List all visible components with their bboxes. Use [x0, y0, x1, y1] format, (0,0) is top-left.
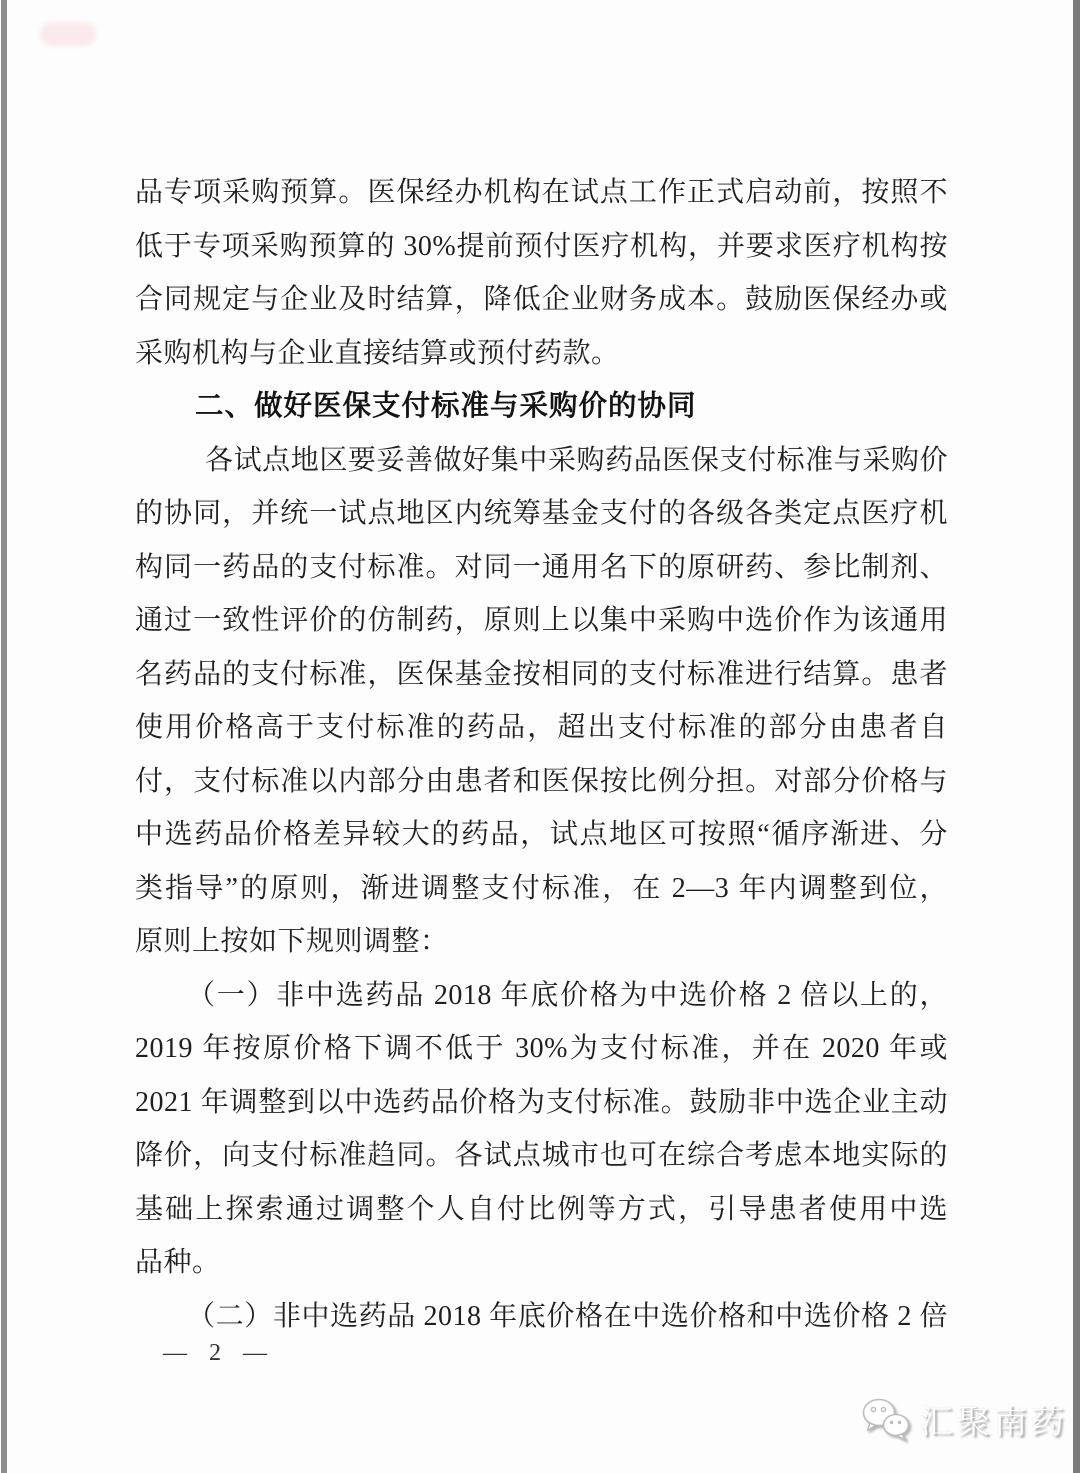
document-line: 品种。 [135, 1247, 221, 1278]
document-line: 基础上探索通过调整个人自付比例等方式，引导患者使用中选 [135, 1193, 948, 1225]
document-line: 品专项采购预算。医保经办机构在试点工作正式启动前，按照不 [135, 177, 948, 208]
document-line: 名药品的支付标准，医保基金按相同的支付标准进行结算。患者 [135, 658, 948, 690]
document-line: 降价，向支付标准趋同。各试点城市也可在综合考虑本地实际的 [135, 1140, 948, 1171]
page-number: — 2 — [163, 1340, 275, 1366]
document-text [135, 166, 948, 1343]
document-line: 类指导”的原则，渐进调整支付标准，在 2—3 年内调整到位， [135, 872, 948, 904]
document-line: 合同规定与企业及时结算，降低企业财务成本。鼓励医保经办或 [135, 284, 948, 315]
document-line: 使用价格高于支付标准的药品，超出支付标准的部分由患者自 [135, 712, 948, 743]
document-line: 采购机构与企业直接结算或预付药款。 [135, 337, 620, 369]
page-edge-right [1073, 0, 1080, 1473]
scan-artifact [40, 22, 96, 46]
wechat-icon [861, 1397, 913, 1443]
document-line: 2019 年按原价格下调不低于 30%为支付标准，并在 2020 年或 [135, 1033, 948, 1064]
watermark-text: 汇聚南药 [920, 1403, 1068, 1440]
document-line: 各试点地区要妥善做好集中采购药品医保支付标准与采购价 [205, 444, 948, 476]
document-line: 付，支付标准以内部分由患者和医保按比例分担。对部分价格与 [135, 765, 948, 797]
document-line: 原则上按如下规则调整： [135, 926, 449, 957]
document-line: 低于专项采购预算的 30%提前预付医疗机构，并要求医疗机构按 [135, 230, 948, 262]
document-line: 构同一药品的支付标准。对同一通用名下的原研药、参比制剂、 [135, 551, 948, 583]
document-line: （一）非中选药品 2018 年底价格为中选价格 2 倍以上的， [187, 979, 948, 1011]
watermark [861, 1396, 1068, 1443]
document-line: 的协同，并统一试点地区内统筹基金支付的各级各类定点医疗机 [135, 498, 948, 529]
document-line: 2021 年调整到以中选药品价格为支付标准。鼓励非中选企业主动 [135, 1086, 948, 1118]
section-heading: 二、做好医保支付标准与采购价的协同 [195, 390, 697, 422]
document-line: （二）非中选药品 2018 年底价格在中选价格和中选价格 2 倍 [187, 1300, 948, 1332]
document-line: 通过一致性评价的仿制药，原则上以集中采购中选价作为该通用 [135, 605, 948, 636]
page-edge-left [1, 0, 7, 1473]
document-line: 中选药品价格差异较大的药品，试点地区可按照“循序渐进、分 [135, 819, 948, 850]
